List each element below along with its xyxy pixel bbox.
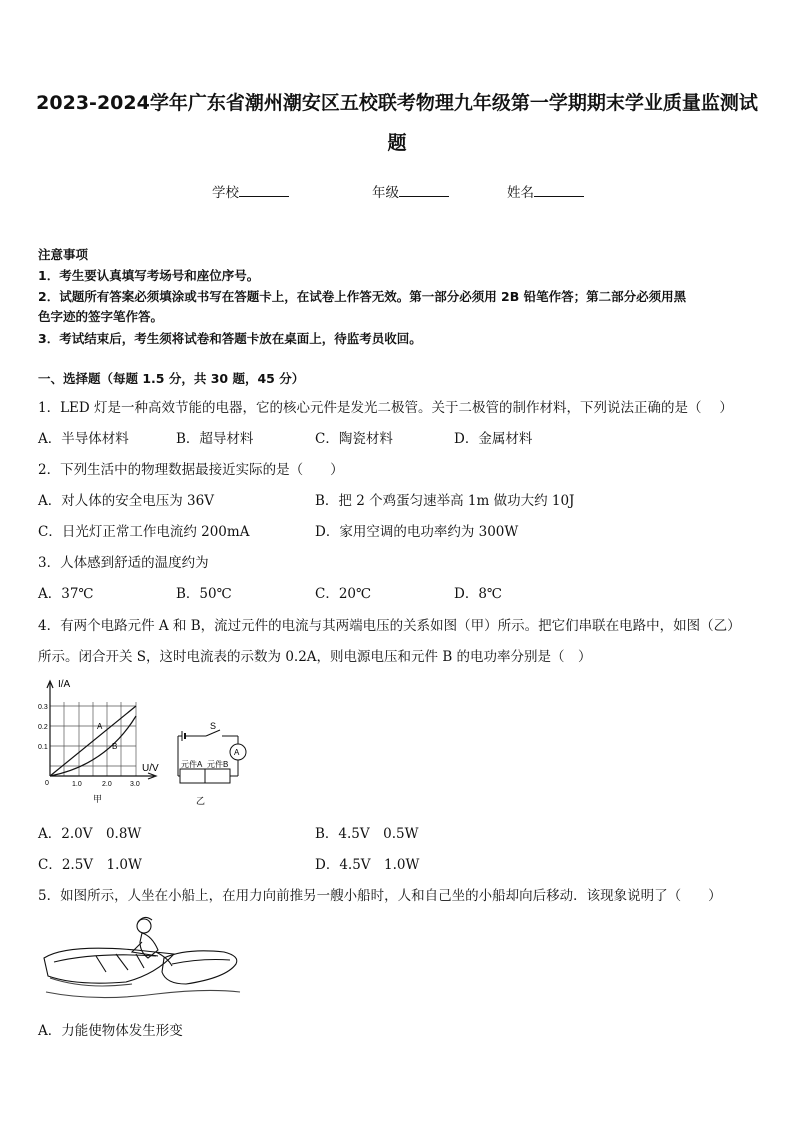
section-heading: 一、选择题（每题 1.5 分，共 30 题，45 分） [38,371,305,386]
q3-option-c: C．20℃ [315,586,372,602]
circuit-figure [170,720,270,812]
q1-option-c: C．陶瓷材料 [315,431,393,447]
q2-option-d: D．家用空调的电功率约为 300W [315,524,519,540]
q5-option-a: A．力能使物体发生形变 [38,1023,183,1039]
notice-item: 1．考生要认真填写考场号和座位序号。 [38,268,260,283]
school-label: 学校 [212,185,239,201]
graph-xtick: 3.0 [130,781,140,788]
q2-option-a: A．对人体的安全电压为 36V [38,493,214,509]
graph-ytick: 0.3 [38,704,48,711]
notice-item: 色字迹的签字笔作答。 [38,309,164,324]
element-b-label: 元件B [207,760,229,769]
element-a-label: 元件A [181,760,203,769]
q2-stem: 2．下列生活中的物理数据最接近实际的是（ ） [38,462,344,478]
graph-ylabel: I/A [58,679,71,690]
switch-label: S [210,721,217,731]
graph-ytick: 0.1 [38,744,48,751]
notice-item: 3．考试结束后，考生须将试卷和答题卡放在桌面上，待监考员收回。 [38,331,422,346]
ammeter-label: A [234,748,240,757]
graph-xtick: 1.0 [72,781,82,788]
circuit-caption: 乙 [196,796,206,806]
graph-ytick: 0.2 [38,724,48,731]
q3-option-b: B．50℃ [176,586,232,602]
right-boat [162,951,237,984]
graph-xtick: 2.0 [102,781,112,788]
name-label: 姓名 [507,185,534,201]
name-field[interactable] [507,181,584,201]
q4-option-d: D．4.5V 1.0W [315,857,420,873]
q4-option-a: A．2.0V 0.8W [38,826,142,842]
q4-option-c: C．2.5V 1.0W [38,857,142,873]
graph-xlabel: U/V [142,763,159,774]
grade-field[interactable] [372,181,449,201]
q5-stem: 5．如图所示，人坐在小船上，在用力向前推另一艘小船时，人和自己坐的小船却向后移动．该现象说明了（ ） [38,888,722,904]
q4-option-b: B．4.5V 0.5W [315,826,419,842]
graph-caption: 甲 [93,794,103,804]
paper-title-line2: 题 [387,132,407,154]
boat-illustration [36,912,246,1004]
q1-stem: 1．LED 灯是一种高效节能的电器，它的核心元件是发光二极管。关于二极管的制作材料，下列说法正确的是（ ） [38,400,733,416]
q1-option-a: A．半导体材料 [38,431,129,447]
q3-option-a: A．37℃ [38,586,94,602]
graph-origin: 0 [45,780,49,787]
element-a-box [180,769,205,783]
q1-option-b: B．超导材料 [176,431,254,447]
q2-option-b: B．把 2 个鸡蛋匀速举高 1m 做功大约 10J [315,493,575,509]
q4-stem-line2: 所示。闭合开关 S，这时电流表的示数为 0.2A，则电源电压和元件 B 的电功率分别是（ ） [38,649,592,665]
school-field[interactable] [212,181,289,201]
element-b-box [205,769,230,783]
curve-b-label: B [112,742,118,751]
notice-item: 2．试题所有答案必须填涂或书写在答题卡上，在试卷上作答无效。第一部分必须用 2B 铅笔作答；第二部分必须用黑 [38,289,687,304]
q3-option-d: D．8℃ [454,586,503,602]
iu-graph-figure [36,675,176,810]
q3-stem: 3．人体感到舒适的温度约为 [38,555,209,571]
q1-option-d: D．金属材料 [454,431,533,447]
curve-a-label: A [97,722,103,731]
q2-option-c: C．日光灯正常工作电流约 200mA [38,524,250,540]
notice-heading: 注意事项 [38,247,89,262]
grade-label: 年级 [372,185,399,201]
paper-title-line1: 2023-2024学年广东省潮州潮安区五校联考物理九年级第一学期期末学业质量监测试 [36,92,758,114]
q4-stem-line1: 4．有两个电路元件 A 和 B，流过元件的电流与其两端电压的关系如图（甲）所示。把它们串联在电路中，如图（乙） [38,618,741,634]
